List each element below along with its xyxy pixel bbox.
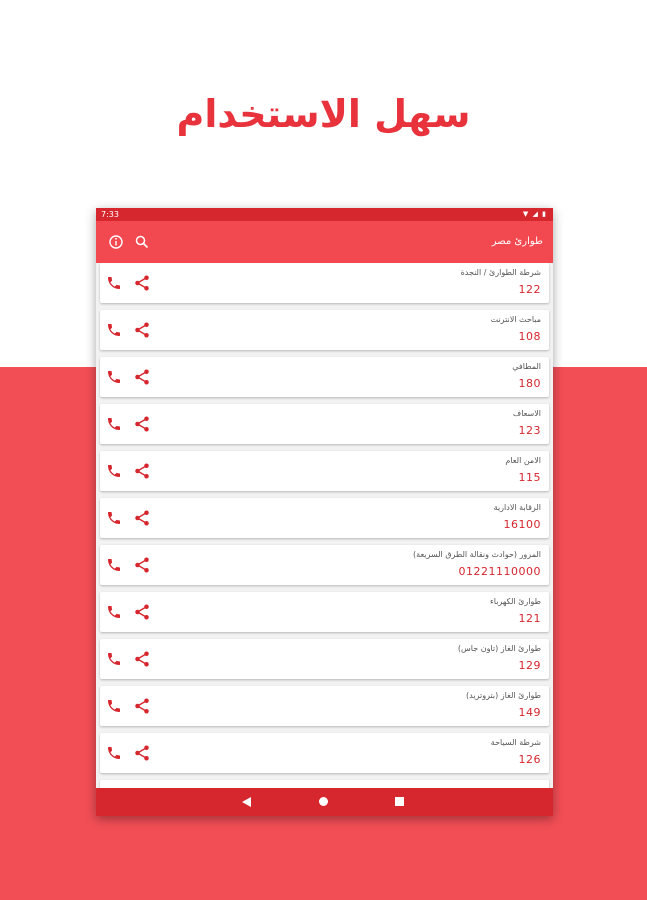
share-icon[interactable] — [133, 274, 151, 292]
emergency-number-list[interactable] — [96, 263, 553, 788]
status-bar — [96, 208, 553, 221]
list-item[interactable] — [100, 545, 549, 585]
list-item[interactable] — [100, 498, 549, 538]
phone-icon[interactable] — [106, 416, 122, 432]
entry-name: الاسعاف — [512, 409, 541, 418]
search-icon[interactable] — [134, 234, 150, 250]
headline: سهل الاستخدام — [176, 92, 471, 136]
share-icon[interactable] — [133, 509, 151, 527]
share-icon[interactable] — [133, 744, 151, 762]
list-item[interactable] — [100, 310, 549, 350]
info-icon[interactable] — [108, 234, 124, 250]
list-item[interactable] — [100, 263, 549, 303]
entry-number: 115 — [518, 471, 541, 484]
recent-apps-icon[interactable] — [395, 797, 404, 806]
share-icon[interactable] — [133, 462, 151, 480]
phone-icon[interactable] — [106, 651, 122, 667]
phone-icon[interactable] — [106, 557, 122, 573]
share-icon[interactable] — [133, 556, 151, 574]
entry-name: طوارئ الغاز (بتروتريد) — [466, 691, 541, 700]
list-item-partial[interactable] — [100, 780, 549, 788]
share-icon[interactable] — [133, 415, 151, 433]
phone-icon[interactable] — [106, 369, 122, 385]
phone-icon[interactable] — [106, 510, 122, 526]
share-icon[interactable] — [133, 697, 151, 715]
entry-name: طوارئ الغاز (تاون جاس) — [457, 644, 541, 653]
list-item[interactable] — [100, 639, 549, 679]
phone-icon[interactable] — [106, 698, 122, 714]
entry-name: المطافي — [512, 362, 541, 371]
app-title: طوارئ مصر — [491, 236, 543, 247]
entry-name: مباحث الانترنت — [490, 315, 541, 324]
status-icons: ▼ ◢ ▮ — [522, 210, 547, 218]
app-toolbar — [96, 221, 553, 263]
system-nav-bar — [96, 788, 553, 816]
list-item[interactable] — [100, 404, 549, 444]
home-icon[interactable] — [319, 797, 328, 806]
list-item[interactable] — [100, 451, 549, 491]
entry-number: 121 — [518, 612, 541, 625]
entry-name: شرطة السياحة — [490, 738, 541, 747]
entry-name: المرور (حوادث ونقالة الطرق السريعة) — [413, 550, 541, 559]
entry-number: 01221110000 — [458, 565, 541, 578]
entry-name: شرطة الطوارئ / النجدة — [460, 268, 541, 277]
entry-number: 149 — [518, 706, 541, 719]
entry-name: الامن العام — [505, 456, 541, 465]
entry-name: طوارئ الكهرباء — [490, 597, 541, 606]
list-item[interactable] — [100, 733, 549, 773]
phone-icon[interactable] — [106, 745, 122, 761]
entry-number: 122 — [518, 283, 541, 296]
phone-icon[interactable] — [106, 322, 122, 338]
entry-number: 126 — [518, 753, 541, 766]
phone-icon[interactable] — [106, 275, 122, 291]
phone-icon[interactable] — [106, 604, 122, 620]
phone-icon[interactable] — [106, 463, 122, 479]
entry-number: 108 — [518, 330, 541, 343]
share-icon[interactable] — [133, 650, 151, 668]
device-screen — [96, 208, 553, 816]
status-time: 7:33 — [101, 210, 119, 219]
list-item[interactable] — [100, 592, 549, 632]
entry-number: 180 — [518, 377, 541, 390]
entry-number: 123 — [518, 424, 541, 437]
share-icon[interactable] — [133, 321, 151, 339]
entry-name: الرقابة الادارية — [493, 503, 541, 512]
share-icon[interactable] — [133, 603, 151, 621]
back-icon[interactable] — [242, 797, 252, 807]
share-icon[interactable] — [133, 368, 151, 386]
entry-number: 129 — [518, 659, 541, 672]
entry-number: 16100 — [503, 518, 541, 531]
list-item[interactable] — [100, 686, 549, 726]
list-item[interactable] — [100, 357, 549, 397]
